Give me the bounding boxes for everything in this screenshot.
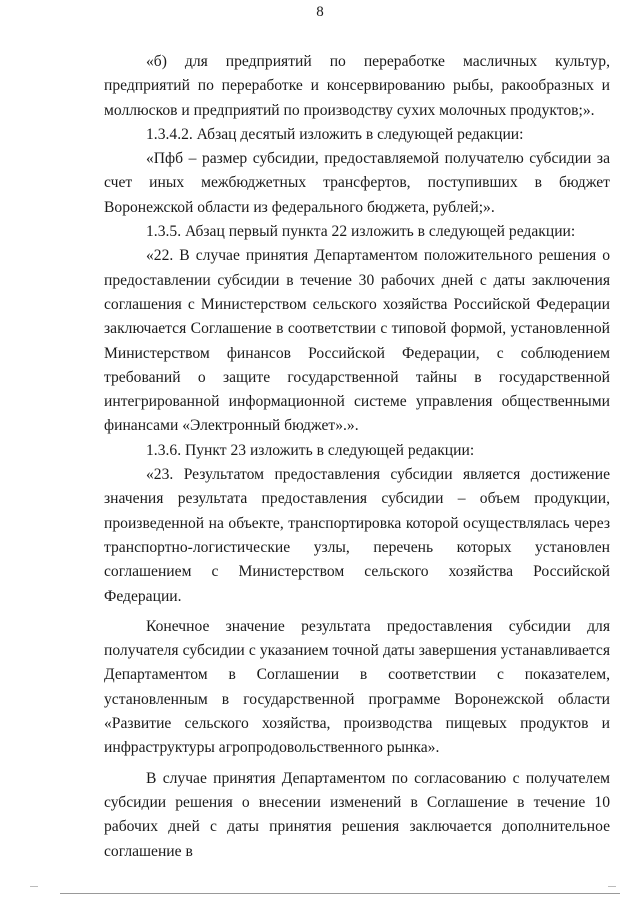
paragraph-pfb-definition: «Пфб – размер субсидии, предоставляемой получателю субсидии за счет иных межбюджетных трансфертов, поступивших в бюджет Воронежской области из федерального бюджета, рублей;».	[104, 150, 610, 216]
paragraph-1-3-5: 1.3.5. Абзац первый пункта 22 изложить в следующей редакции:	[146, 223, 576, 241]
footer-divider	[60, 893, 620, 894]
paragraph-1-3-4-2: 1.3.4.2. Абзац десятый изложить в следующей редакции:	[146, 125, 524, 143]
paragraph-item-22: «22. В случае принятия Департаментом положительного решения о предоставлении субсидии в течение 30 рабочих дней с даты заключения соглашения с Министерством сельского хозяйства Российской Федерации заключается Соглашение в соответствии с типовой формой, установленной Министерством финансов Российской Федерации, с соблюдением требований о защите государственной тайны в государственной интегрированной информационной системе управления общественными финансами «Электронный бюджет».».	[104, 247, 610, 435]
scan-mark-right	[608, 886, 616, 887]
document-body	[104, 50, 610, 864]
paragraph-item-23: «23. Результатом предоставления субсидии является достижение значения результата предоставления субсидии – объем продукции, произведенной на объекте, транспортировка которой осуществлялась через транспортно-логистические узлы, перечень которых установлен соглашением с Министерством сельского хозяйства Российской Федерации.	[104, 466, 610, 605]
scan-mark-left	[30, 886, 38, 887]
paragraph-amendment: В случае принятия Департаментом по согласованию с получателем субсидии решения о внесении изменений в Соглашение в течение 10 рабочих дней с даты принятия решения заключается дополнительное соглашение в	[104, 769, 610, 860]
paragraph-1-3-6: 1.3.6. Пункт 23 изложить в следующей редакции:	[146, 441, 475, 459]
paragraph-final-value: Конечное значение результата предоставления субсидии для получателя субсидии с указанием точной даты завершения устанавливается Департаментом в Соглашении в соответствии с показателем, установленным в государственной программе Воронежской области «Развитие сельского хозяйства, производства пищевых продуктов и инфраструктуры агропродовольственного рынка».	[104, 617, 610, 757]
paragraph-subitem-b: «б) для предприятий по переработке масличных культур, предприятий по переработке и консервированию рыбы, ракообразных и моллюсков и предприятий по производству сухих молочных продуктов;».	[104, 53, 610, 119]
page-number: 8	[316, 4, 324, 20]
